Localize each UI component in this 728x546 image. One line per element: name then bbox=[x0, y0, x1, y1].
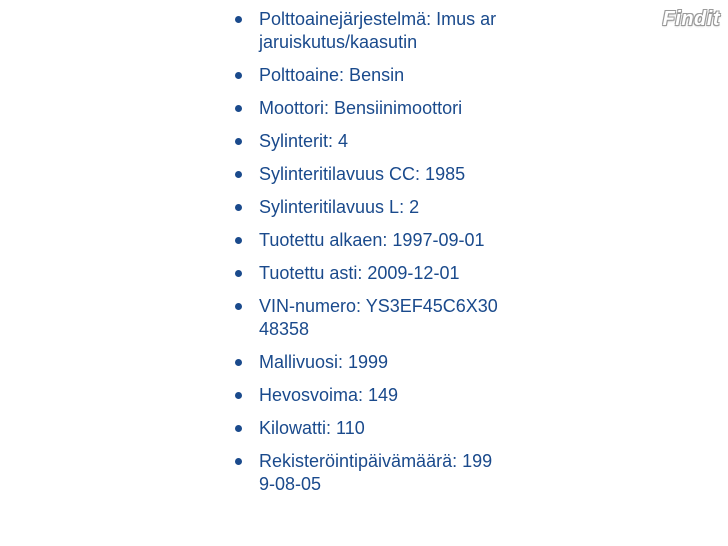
spec-item-engine bbox=[230, 97, 498, 120]
spec-item-vin bbox=[230, 295, 498, 341]
spec-text: Moottori: Bensiinimoottori bbox=[259, 98, 463, 118]
spec-item-produced-until bbox=[230, 262, 498, 285]
findit-logo[interactable]: Findit bbox=[662, 8, 720, 30]
bullet-icon bbox=[235, 458, 242, 465]
bullet-icon bbox=[235, 171, 242, 178]
bullet-icon bbox=[235, 303, 242, 310]
bullet-icon bbox=[235, 105, 242, 112]
bullet-icon bbox=[235, 425, 242, 432]
spec-text: Sylinteritilavuus CC: 1985 bbox=[259, 164, 466, 184]
bullet-icon bbox=[235, 204, 242, 211]
spec-item-registration-date bbox=[230, 450, 498, 496]
spec-item-kilowatt bbox=[230, 417, 498, 440]
spec-text: Mallivuosi: 1999 bbox=[259, 352, 389, 372]
spec-text: Polttoaine: Bensin bbox=[259, 65, 405, 85]
bullet-icon bbox=[235, 359, 242, 366]
spec-text: Tuotettu asti: 2009-12-01 bbox=[259, 263, 460, 283]
spec-text: Sylinterit: 4 bbox=[259, 131, 349, 151]
spec-item-displacement-cc bbox=[230, 163, 498, 186]
bullet-icon bbox=[235, 237, 242, 244]
bullet-icon bbox=[235, 16, 242, 23]
spec-item-displacement-l bbox=[230, 196, 498, 219]
spec-item-cylinders bbox=[230, 130, 498, 153]
spec-item-produced-from bbox=[230, 229, 498, 252]
spec-text: Polttoainejärjestelmä: Imus arjaruiskutus/kaasutin bbox=[259, 9, 497, 52]
spec-list bbox=[230, 8, 498, 506]
bullet-icon bbox=[235, 72, 242, 79]
spec-text: Rekisteröintipäivämäärä: 1999-08-05 bbox=[259, 451, 493, 494]
spec-item-fuel bbox=[230, 64, 498, 87]
bullet-icon bbox=[235, 392, 242, 399]
spec-text: Kilowatti: 110 bbox=[259, 418, 365, 438]
spec-text: VIN-numero: YS3EF45C6X3048358 bbox=[259, 296, 498, 339]
spec-item-model-year bbox=[230, 351, 498, 374]
spec-item-fuel-system bbox=[230, 8, 498, 54]
bullet-icon bbox=[235, 270, 242, 277]
spec-text: Sylinteritilavuus L: 2 bbox=[259, 197, 420, 217]
bullet-icon bbox=[235, 138, 242, 145]
spec-text: Tuotettu alkaen: 1997-09-01 bbox=[259, 230, 485, 250]
spec-text: Hevosvoima: 149 bbox=[259, 385, 399, 405]
spec-item-horsepower bbox=[230, 384, 498, 407]
